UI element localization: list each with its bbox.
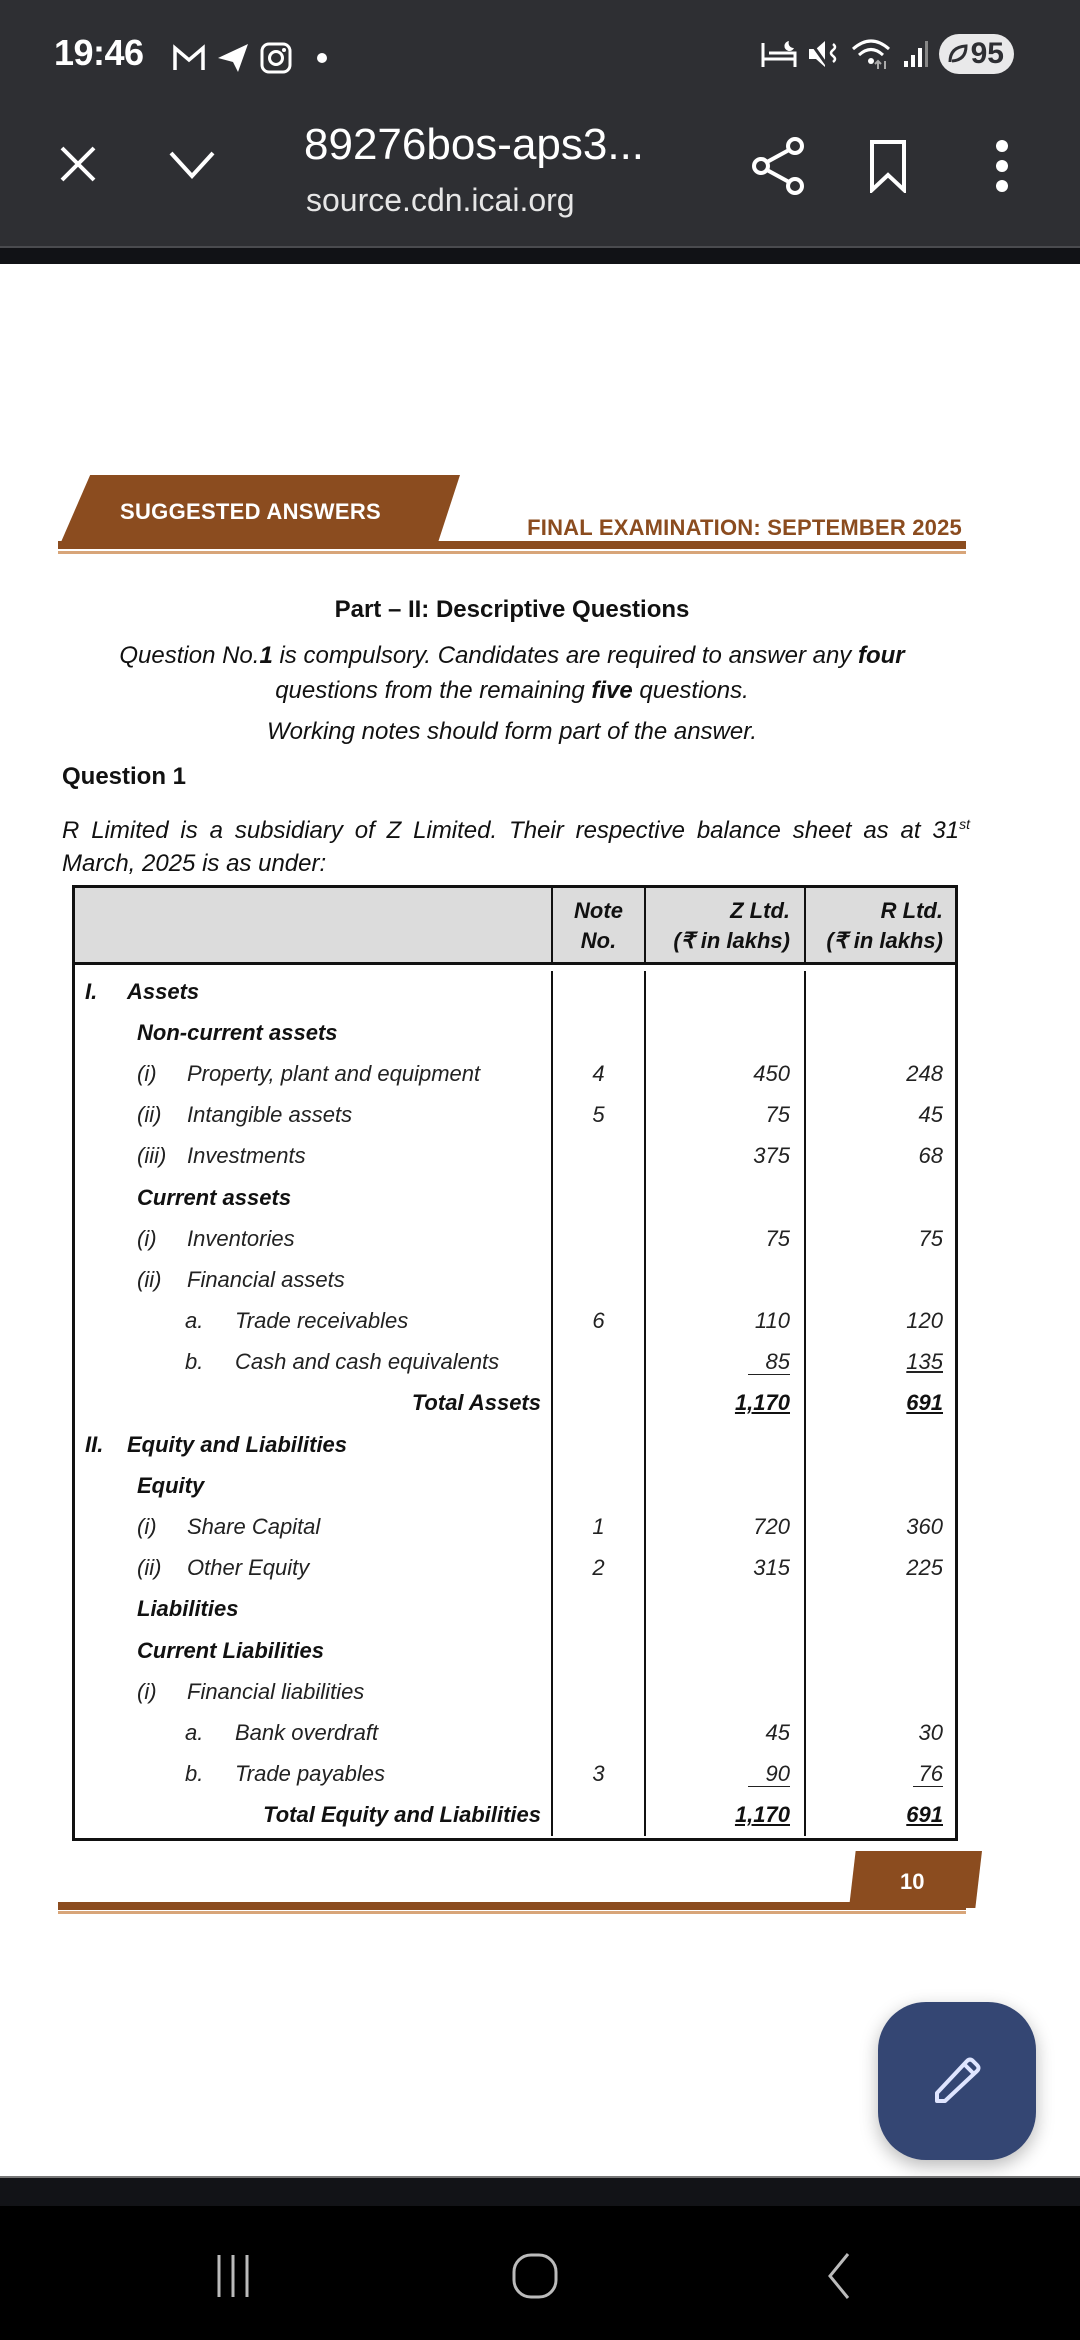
row-label: Cash and cash equivalents (235, 1349, 500, 1375)
divider (0, 248, 1080, 264)
question-text (62, 808, 970, 880)
row-r-value: 120 (804, 1301, 955, 1342)
row-z-value: 45 (644, 1712, 804, 1753)
row-r-total: 691 (906, 1390, 943, 1416)
row-label: Investments (187, 1143, 306, 1169)
row-r-value: 45 (804, 1095, 955, 1136)
instr-bold: 1 (259, 642, 273, 669)
row-label: Total Assets (411, 1390, 541, 1416)
table-row (75, 1095, 955, 1136)
bookmark-button[interactable] (852, 130, 924, 202)
table-row (75, 1259, 955, 1300)
row-r-value: 30 (804, 1712, 955, 1753)
row-r-total: 691 (906, 1802, 943, 1828)
row-label: Bank overdraft (235, 1719, 379, 1745)
row-label: Trade receivables (235, 1308, 409, 1334)
share-icon (751, 136, 805, 196)
home-icon (510, 2251, 560, 2301)
row-z-value: 75 (644, 1218, 804, 1259)
page-title: 89276bos-aps3... (304, 120, 645, 169)
table-row (75, 971, 955, 1012)
table-row (75, 1712, 955, 1753)
row-z-total: 1,170 (734, 1390, 790, 1416)
row-note (551, 1342, 644, 1383)
row-r-value: 248 (804, 1053, 955, 1094)
row-index: (ii) (137, 1102, 162, 1128)
row-label: Financial assets (187, 1266, 345, 1292)
table-row (75, 1342, 955, 1383)
header-text: No. (580, 928, 617, 953)
row-z-value: 85 (748, 1350, 790, 1375)
share-button[interactable] (742, 130, 814, 202)
row-note: 1 (551, 1506, 644, 1547)
row-z-value: 90 (748, 1762, 790, 1787)
row-note: 6 (551, 1301, 644, 1342)
recents-icon (213, 2253, 253, 2299)
row-r-value: 135 (906, 1349, 943, 1375)
more-menu-button[interactable] (966, 130, 1038, 202)
table-row (75, 1136, 955, 1177)
instr-bold: four (857, 642, 905, 669)
balance-sheet-table (72, 885, 958, 1841)
header-text: R Ltd. (880, 898, 943, 923)
close-button[interactable] (42, 128, 114, 200)
telegram-icon (216, 38, 250, 78)
row-roman: I. (85, 978, 98, 1004)
row-r-value: 75 (804, 1218, 955, 1259)
gmail-icon (172, 38, 206, 78)
row-r-value: 76 (913, 1762, 943, 1787)
home-button[interactable] (480, 2226, 590, 2326)
row-index: b. (185, 1349, 204, 1375)
row-index: a. (185, 1308, 204, 1334)
instr-text: Question No. (119, 642, 260, 669)
row-note (551, 1136, 644, 1177)
row-r-value: 68 (804, 1136, 955, 1177)
back-button[interactable] (784, 2226, 894, 2326)
row-note: 2 (551, 1548, 644, 1589)
nav-divider (0, 2176, 1080, 2206)
table-row (75, 1465, 955, 1506)
row-index: (i) (137, 1514, 157, 1540)
table-row (75, 1589, 955, 1630)
table-header (75, 888, 955, 965)
header-description (75, 888, 551, 962)
row-roman: II. (85, 1431, 104, 1457)
battery-indicator (939, 34, 1014, 74)
header-rule-accent (58, 551, 966, 554)
row-note: 5 (551, 1095, 644, 1136)
edit-fab-button[interactable] (878, 2002, 1036, 2160)
instagram-icon (260, 38, 292, 78)
row-index: (iii) (137, 1143, 167, 1169)
row-index: b. (185, 1761, 204, 1787)
page-url: source.cdn.icai.org (306, 182, 575, 218)
row-z-value: 75 (644, 1095, 804, 1136)
battery-saver-leaf-icon (947, 43, 969, 65)
row-note: 4 (551, 1053, 644, 1094)
row-index: (i) (137, 1225, 157, 1251)
status-time: 19:46 (54, 32, 144, 73)
row-label: Equity (137, 1472, 205, 1498)
table-row (75, 1548, 955, 1589)
row-z-value: 375 (644, 1136, 804, 1177)
table-row-total (75, 1383, 955, 1424)
instr-bold: five (591, 677, 633, 704)
row-label: Inventories (187, 1225, 295, 1251)
question-text-part: R Limited is a subsidiary of Z Limited. Their respective balance sheet as at 31 (62, 817, 960, 844)
row-label: Trade payables (235, 1761, 386, 1787)
row-label: Current assets (137, 1184, 292, 1210)
bookmark-icon (868, 139, 908, 193)
header-text: (₹ in lakhs) (826, 928, 943, 953)
exam-title: FINAL EXAMINATION: SEPTEMBER 2025 (527, 515, 962, 540)
battery-level: 95 (970, 37, 1004, 70)
table-row-total (75, 1795, 955, 1836)
row-note (551, 1218, 644, 1259)
mute-icon (807, 34, 841, 74)
chevron-down-icon (168, 148, 216, 180)
table-row (75, 1053, 955, 1094)
row-index: (ii) (137, 1266, 162, 1292)
row-z-value: 110 (644, 1301, 804, 1342)
table-row (75, 1301, 955, 1342)
more-vert-icon (994, 138, 1010, 194)
dot-icon (316, 38, 328, 78)
row-label: Financial liabilities (187, 1678, 365, 1704)
footer-rule-accent (58, 1911, 966, 1914)
page-number: 10 (900, 1869, 925, 1894)
row-label: Other Equity (187, 1555, 310, 1581)
row-note (551, 1712, 644, 1753)
row-label: Property, plant and equipment (187, 1060, 481, 1086)
header-r-ltd (804, 888, 955, 962)
row-z-value: 720 (644, 1506, 804, 1547)
footer-rule (58, 1902, 966, 1910)
table-row (75, 1012, 955, 1053)
part-title: Part – II: Descriptive Questions (334, 596, 690, 623)
row-r-value: 225 (804, 1548, 955, 1589)
browser-top-bar (0, 0, 1080, 248)
table-row (75, 1671, 955, 1712)
header-tab-label: SUGGESTED ANSWERS (120, 499, 381, 524)
row-label: Equity and Liabilities (127, 1431, 348, 1457)
header-text: Note (574, 898, 623, 923)
browser-toolbar (0, 110, 1080, 248)
table-row (75, 1424, 955, 1465)
row-label: Share Capital (187, 1514, 321, 1540)
question-text-sup: st (959, 816, 970, 832)
row-label: Current Liabilities (137, 1637, 325, 1663)
row-r-value: 360 (804, 1506, 955, 1547)
header-z-ltd (644, 888, 804, 962)
signal-icon (903, 34, 929, 74)
expand-button[interactable] (156, 128, 228, 200)
back-icon (824, 2251, 854, 2301)
row-note: 3 (551, 1754, 644, 1795)
recents-button[interactable] (178, 2226, 288, 2326)
header-text: (₹ in lakhs) (673, 928, 790, 953)
row-label: Non-current assets (137, 1019, 338, 1045)
header-note-no (551, 888, 644, 962)
instr-text: questions from the remaining (275, 677, 592, 704)
row-label: Intangible assets (187, 1102, 353, 1128)
table-body (75, 965, 955, 1838)
row-z-value: 315 (644, 1548, 804, 1589)
row-index: (i) (137, 1060, 157, 1086)
table-row (75, 1506, 955, 1547)
close-icon (58, 144, 98, 184)
status-bar (0, 0, 1080, 110)
row-z-total: 1,170 (734, 1802, 790, 1828)
instructions (80, 638, 944, 708)
sleep-mode-icon (761, 34, 797, 74)
row-label: Liabilities (137, 1596, 239, 1622)
table-row (75, 1630, 955, 1671)
row-label: Assets (127, 978, 200, 1004)
row-label: Total Equity and Liabilities (263, 1802, 541, 1828)
working-notes-instruction: Working notes should form part of the answer. (266, 718, 757, 745)
header-text: Z Ltd. (730, 898, 790, 923)
instr-text: questions. (632, 677, 749, 704)
table-row (75, 1177, 955, 1218)
header-rule (58, 541, 966, 549)
table-row (75, 1754, 955, 1795)
question-text-part: March, 2025 is as under: (62, 850, 327, 877)
row-z-value: 450 (644, 1053, 804, 1094)
instr-text: is compulsory. Candidates are required to answer any (272, 642, 858, 669)
system-navigation-bar (0, 2206, 1080, 2340)
row-index: (i) (137, 1678, 157, 1704)
row-index: a. (185, 1719, 204, 1745)
table-row (75, 1218, 955, 1259)
question-title: Question 1 (62, 763, 187, 790)
wifi-icon (851, 34, 893, 74)
pencil-icon (929, 2053, 985, 2109)
row-index: (ii) (137, 1555, 162, 1581)
